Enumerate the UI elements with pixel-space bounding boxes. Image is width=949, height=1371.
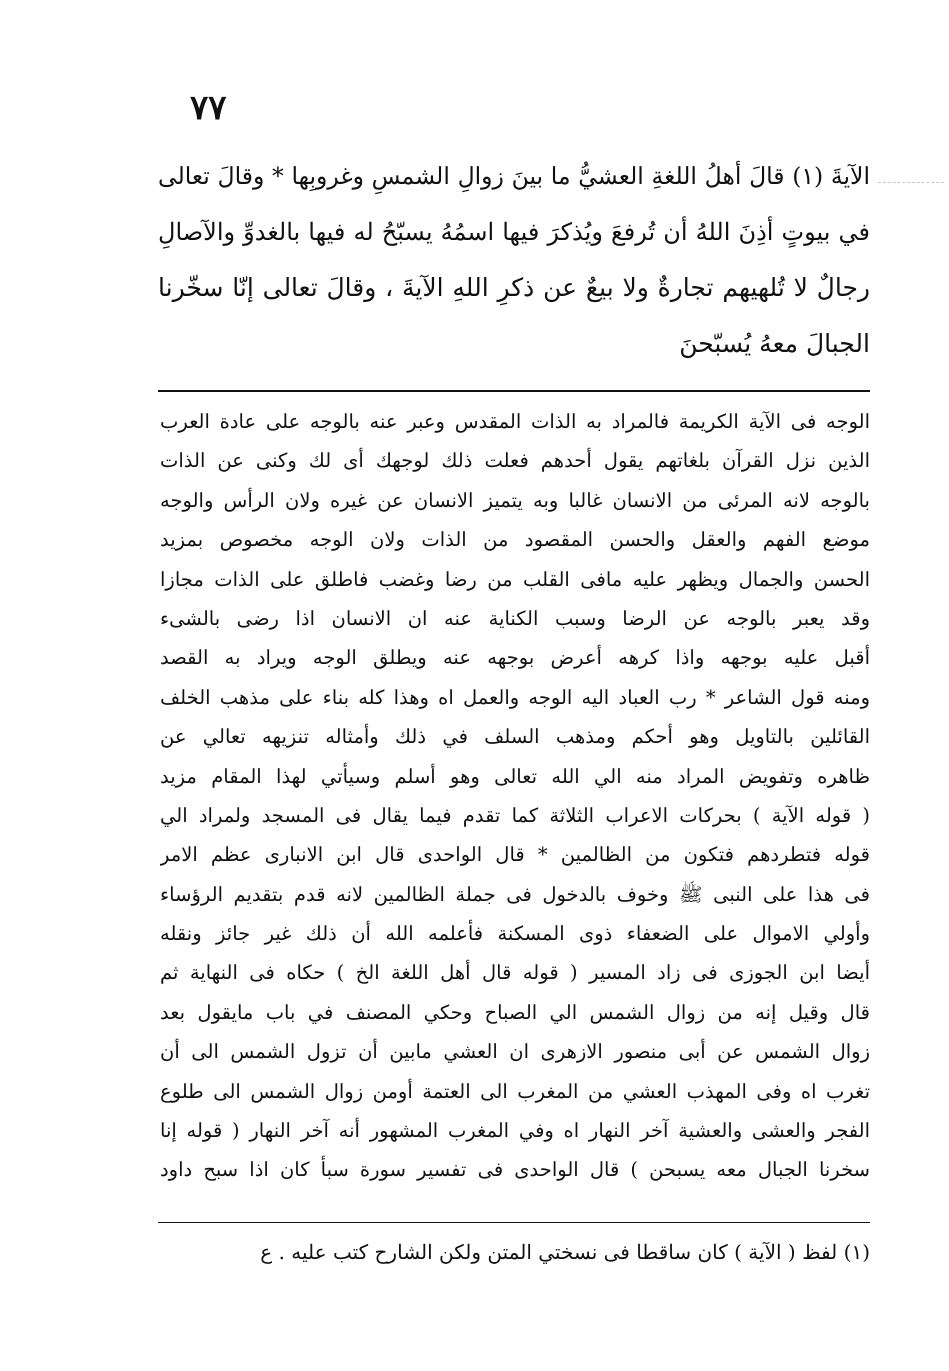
matn-text-block [158,148,870,372]
commentary-line: الوجه فى الآية الكريمة فالمراد به الذات المقدس وعبر عنه بالوجه على عادة العرب [160,410,870,433]
page-number: ٧٧ [190,88,227,128]
commentary-line: فى هذا على النبى ﷺ وخوف بالدخول فى جملة الظالمين لانه قدم بتقديم الرؤساء [160,882,870,906]
commentary-line: بالوجه لانه المرئى من الانسان غالبا وبه يتميز الانسان عن غيره ولان الرأس والوجه [160,488,870,512]
footnote-separator-rule [158,1222,870,1223]
commentary-line: وأولي الاموال على الضعفاء ذوى المسكنة فأعلمه الله أن ذلك غير جائز ونقله [160,922,870,946]
commentary-line: ( قوله الآية ) بحركات الاعراب الثلاثة كما تقدم فيما يقال فى المسجد ولمراد الي [160,803,870,827]
commentary-line: موضع الفهم والعقل والحسن المقصود من الذات ولان الوجه مخصوص بمزيد [160,528,870,552]
commentary-line: سخرنا الجبال معه يسبحن ) قال الواحدى فى تفسير سورة سبأ كان اذا سبح داود [160,1158,870,1182]
margin-mark [878,182,944,183]
commentary-line: قوله فتطردهم فتكون من الظالمين * قال الواحدى قال ابن الانبارى عظم الامر [160,843,870,867]
commentary-line: تغرب اه وفى المهذب العشي من المغرب الى العتمة أومن زوال الشمس الى طلوع [160,1079,870,1103]
footnote: (١) لفظ ( الآية ) كان ساقطا فى نسختي المتن ولكن الشارح كتب عليه . ع [260,1240,870,1264]
commentary-line: الحسن والجمال ويظهر عليه مافى القلب من رضا وغضب فاطلق على الذات مجازا [160,567,870,591]
commentary-line: ظاهره وتفويض المراد منه الي الله تعالى وهو أسلم وسيأتي لهذا المقام مزيد [160,764,870,788]
matn-line: في بيوتٍ أذِنَ اللهُ أن تُرفعَ ويُذكرَ فيها اسمُهُ يسبّحُ له فيها بالغدوِّ والآصالِ [158,218,870,246]
commentary-line: أيضا ابن الجوزى فى زاد المسير ( قوله قال أهل اللغة الخ ) حكاه فى النهاية ثم [160,961,870,985]
commentary-line: الذين نزل القرآن بلغاتهم يقول أحدهم فعلت ذلك لوجهك أى لك وكنى عن الذات [160,449,870,473]
commentary-line: الفجر والعشى والعشية آخر النهار اه وفي المغرب المشهور أنه آخر النهار ( قوله إنا [160,1119,870,1143]
commentary-line: القائلين بالتاويل وهو أحكم ومذهب السلف في ذلك وأمثاله تنزيهه تعالي عن [160,725,870,749]
matn-line: الآيةَ (١) قالَ أهلُ اللغةِ العشيُّ ما بينَ زوالِ الشمسِ وغروبِها * وقالَ تعالى [158,162,870,190]
commentary-line: زوال الشمس عن أبى منصور الازهرى ان العشي مابين أن تزول الشمس الى أن [160,1040,870,1064]
commentary-text-block [160,402,870,1190]
commentary-line: قال وقيل إنه من زوال الشمس الي الصباح وحكي المصنف في باب مايقول بعد [160,1000,870,1024]
commentary-line: وقد يعبر بالوجه عن الرضا وسبب الكناية عنه ان الانسان اذا رضى بالشىء [160,606,870,630]
matn-line: الجبالَ معهُ يُسبّحنَ [679,329,870,358]
matn-separator-rule [158,390,870,392]
commentary-line: ومنه قول الشاعر * رب العباد اليه الوجه والعمل اه وهذا كله بناء على مذهب الخلف [160,685,870,709]
commentary-line: أقبل عليه بوجهه واذا كرهه أعرض بوجهه عنه ويطلق الوجه ويراد به القصد [160,646,870,670]
matn-line: رجالٌ لا تُلهيهم تجارةٌ ولا بيعٌ عن ذكرِ اللهِ الآيةَ ، وقالَ تعالى إنّا سخّرنا [158,273,870,302]
